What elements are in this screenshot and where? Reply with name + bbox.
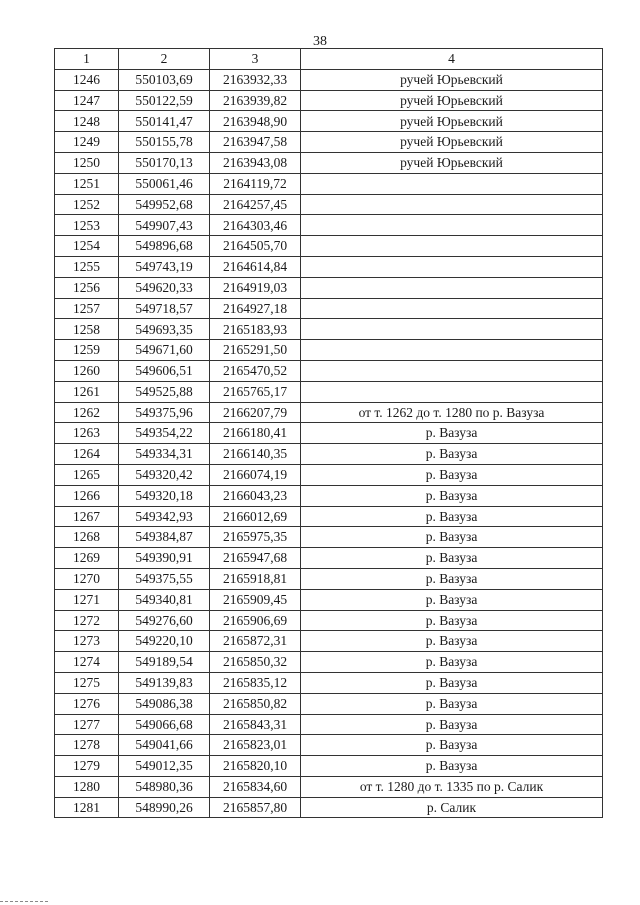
point-number-cell: 1280	[55, 776, 119, 797]
point-number-cell: 1275	[55, 672, 119, 693]
y-coordinate-cell: 2163943,08	[210, 152, 301, 173]
point-number-cell: 1250	[55, 152, 119, 173]
point-number-cell: 1281	[55, 797, 119, 818]
point-number-cell: 1271	[55, 589, 119, 610]
header-row	[55, 49, 603, 70]
x-coordinate-cell: 549620,33	[119, 277, 210, 298]
y-coordinate-cell: 2165470,52	[210, 360, 301, 381]
y-coordinate-cell: 2163939,82	[210, 90, 301, 111]
x-coordinate-cell: 550170,13	[119, 152, 210, 173]
description-cell: р. Вазуза	[301, 506, 603, 527]
description-cell	[301, 194, 603, 215]
description-cell: р. Вазуза	[301, 589, 603, 610]
point-number-cell: 1255	[55, 256, 119, 277]
point-number-cell: 1249	[55, 132, 119, 153]
description-cell: р. Вазуза	[301, 693, 603, 714]
y-coordinate-cell: 2165765,17	[210, 381, 301, 402]
x-coordinate-cell: 549334,31	[119, 444, 210, 465]
description-cell: р. Вазуза	[301, 610, 603, 631]
y-coordinate-cell: 2166140,35	[210, 444, 301, 465]
x-coordinate-cell: 549896,68	[119, 236, 210, 257]
y-coordinate-cell: 2165843,31	[210, 714, 301, 735]
description-cell: р. Вазуза	[301, 714, 603, 735]
point-number-cell: 1266	[55, 485, 119, 506]
y-coordinate-cell: 2165918,81	[210, 568, 301, 589]
y-coordinate-cell: 2165906,69	[210, 610, 301, 631]
point-number-cell: 1246	[55, 69, 119, 90]
x-coordinate-cell: 549012,35	[119, 756, 210, 777]
y-coordinate-cell: 2164614,84	[210, 256, 301, 277]
table-row	[55, 173, 603, 194]
description-cell: р. Вазуза	[301, 444, 603, 465]
x-coordinate-cell: 549743,19	[119, 256, 210, 277]
description-cell: р. Вазуза	[301, 568, 603, 589]
table-row	[55, 589, 603, 610]
point-number-cell: 1276	[55, 693, 119, 714]
description-cell	[301, 340, 603, 361]
table-row	[55, 360, 603, 381]
description-cell: р. Вазуза	[301, 756, 603, 777]
point-number-cell: 1272	[55, 610, 119, 631]
description-cell: р. Вазуза	[301, 652, 603, 673]
table-row	[55, 464, 603, 485]
point-number-cell: 1260	[55, 360, 119, 381]
y-coordinate-cell: 2165834,60	[210, 776, 301, 797]
table-row	[55, 756, 603, 777]
y-coordinate-cell: 2166207,79	[210, 402, 301, 423]
x-coordinate-cell: 549693,35	[119, 319, 210, 340]
table-row	[55, 444, 603, 465]
point-number-cell: 1254	[55, 236, 119, 257]
y-coordinate-cell: 2165183,93	[210, 319, 301, 340]
table-header	[55, 49, 603, 70]
description-cell: р. Вазуза	[301, 485, 603, 506]
x-coordinate-cell: 549041,66	[119, 735, 210, 756]
description-cell: ручей Юрьевский	[301, 90, 603, 111]
point-number-cell: 1265	[55, 464, 119, 485]
y-coordinate-cell: 2165823,01	[210, 735, 301, 756]
description-cell: р. Вазуза	[301, 464, 603, 485]
table-row	[55, 277, 603, 298]
table-row	[55, 776, 603, 797]
table-row	[55, 631, 603, 652]
table-body	[55, 69, 603, 818]
table-row	[55, 132, 603, 153]
header-point-number: 1	[55, 49, 119, 70]
page-number: 38	[313, 34, 327, 49]
table-row	[55, 672, 603, 693]
x-coordinate-cell: 548980,36	[119, 776, 210, 797]
point-number-cell: 1263	[55, 423, 119, 444]
table-row	[55, 506, 603, 527]
description-cell	[301, 298, 603, 319]
table-row	[55, 256, 603, 277]
point-number-cell: 1262	[55, 402, 119, 423]
x-coordinate-cell: 549189,54	[119, 652, 210, 673]
point-number-cell: 1270	[55, 568, 119, 589]
point-number-cell: 1248	[55, 111, 119, 132]
point-number-cell: 1252	[55, 194, 119, 215]
table-row	[55, 298, 603, 319]
table-row	[55, 610, 603, 631]
y-coordinate-cell: 2164257,45	[210, 194, 301, 215]
y-coordinate-cell: 2165850,82	[210, 693, 301, 714]
table-row	[55, 402, 603, 423]
y-coordinate-cell: 2165909,45	[210, 589, 301, 610]
table-row	[55, 568, 603, 589]
header-y-coordinate: 3	[210, 49, 301, 70]
table-row	[55, 90, 603, 111]
header-x-coordinate: 2	[119, 49, 210, 70]
description-cell: р. Вазуза	[301, 631, 603, 652]
description-cell	[301, 360, 603, 381]
description-cell: ручей Юрьевский	[301, 152, 603, 173]
y-coordinate-cell: 2166180,41	[210, 423, 301, 444]
x-coordinate-cell: 550155,78	[119, 132, 210, 153]
x-coordinate-cell: 549066,68	[119, 714, 210, 735]
point-number-cell: 1256	[55, 277, 119, 298]
y-coordinate-cell: 2164505,70	[210, 236, 301, 257]
x-coordinate-cell: 549390,91	[119, 548, 210, 569]
y-coordinate-cell: 2165857,80	[210, 797, 301, 818]
description-cell: ручей Юрьевский	[301, 111, 603, 132]
x-coordinate-cell: 549139,83	[119, 672, 210, 693]
x-coordinate-cell: 549384,87	[119, 527, 210, 548]
y-coordinate-cell: 2165850,32	[210, 652, 301, 673]
point-number-cell: 1277	[55, 714, 119, 735]
y-coordinate-cell: 2165975,35	[210, 527, 301, 548]
description-cell: р. Вазуза	[301, 672, 603, 693]
description-cell	[301, 381, 603, 402]
y-coordinate-cell: 2164927,18	[210, 298, 301, 319]
y-coordinate-cell: 2166043,23	[210, 485, 301, 506]
x-coordinate-cell: 549671,60	[119, 340, 210, 361]
point-number-cell: 1269	[55, 548, 119, 569]
description-cell: от т. 1280 до т. 1335 по р. Салик	[301, 776, 603, 797]
point-number-cell: 1279	[55, 756, 119, 777]
table-row	[55, 527, 603, 548]
point-number-cell: 1247	[55, 90, 119, 111]
coordinates-table	[54, 48, 603, 818]
y-coordinate-cell: 2166012,69	[210, 506, 301, 527]
description-cell: ручей Юрьевский	[301, 69, 603, 90]
x-coordinate-cell: 550061,46	[119, 173, 210, 194]
table-row	[55, 485, 603, 506]
x-coordinate-cell: 549340,81	[119, 589, 210, 610]
table-row	[55, 236, 603, 257]
point-number-cell: 1258	[55, 319, 119, 340]
x-coordinate-cell: 548990,26	[119, 797, 210, 818]
point-number-cell: 1273	[55, 631, 119, 652]
x-coordinate-cell: 549952,68	[119, 194, 210, 215]
x-coordinate-cell: 549276,60	[119, 610, 210, 631]
table-row	[55, 548, 603, 569]
table-row	[55, 340, 603, 361]
header-description: 4	[301, 49, 603, 70]
x-coordinate-cell: 549320,18	[119, 485, 210, 506]
x-coordinate-cell: 550103,69	[119, 69, 210, 90]
table-row	[55, 652, 603, 673]
description-cell: р. Вазуза	[301, 735, 603, 756]
x-coordinate-cell: 549375,96	[119, 402, 210, 423]
x-coordinate-cell: 549354,22	[119, 423, 210, 444]
point-number-cell: 1278	[55, 735, 119, 756]
table-row	[55, 152, 603, 173]
description-cell: р. Вазуза	[301, 527, 603, 548]
y-coordinate-cell: 2164919,03	[210, 277, 301, 298]
table-row	[55, 194, 603, 215]
x-coordinate-cell: 549086,38	[119, 693, 210, 714]
x-coordinate-cell: 550141,47	[119, 111, 210, 132]
scan-edge-mark	[0, 901, 48, 902]
table-row	[55, 797, 603, 818]
point-number-cell: 1274	[55, 652, 119, 673]
point-number-cell: 1268	[55, 527, 119, 548]
y-coordinate-cell: 2165947,68	[210, 548, 301, 569]
table-row	[55, 319, 603, 340]
table-row	[55, 693, 603, 714]
point-number-cell: 1267	[55, 506, 119, 527]
y-coordinate-cell: 2165835,12	[210, 672, 301, 693]
table-row	[55, 735, 603, 756]
table-row	[55, 423, 603, 444]
point-number-cell: 1261	[55, 381, 119, 402]
x-coordinate-cell: 549718,57	[119, 298, 210, 319]
y-coordinate-cell: 2164119,72	[210, 173, 301, 194]
x-coordinate-cell: 550122,59	[119, 90, 210, 111]
x-coordinate-cell: 549907,43	[119, 215, 210, 236]
y-coordinate-cell: 2165291,50	[210, 340, 301, 361]
table-row	[55, 215, 603, 236]
description-cell	[301, 319, 603, 340]
description-cell	[301, 277, 603, 298]
description-cell	[301, 256, 603, 277]
description-cell: р. Вазуза	[301, 548, 603, 569]
y-coordinate-cell: 2163932,33	[210, 69, 301, 90]
x-coordinate-cell: 549342,93	[119, 506, 210, 527]
point-number-cell: 1257	[55, 298, 119, 319]
point-number-cell: 1264	[55, 444, 119, 465]
y-coordinate-cell: 2165820,10	[210, 756, 301, 777]
description-cell: ручей Юрьевский	[301, 132, 603, 153]
table-row	[55, 111, 603, 132]
x-coordinate-cell: 549220,10	[119, 631, 210, 652]
y-coordinate-cell: 2164303,46	[210, 215, 301, 236]
x-coordinate-cell: 549320,42	[119, 464, 210, 485]
table-row	[55, 714, 603, 735]
x-coordinate-cell: 549525,88	[119, 381, 210, 402]
y-coordinate-cell: 2163947,58	[210, 132, 301, 153]
table-row	[55, 69, 603, 90]
x-coordinate-cell: 549375,55	[119, 568, 210, 589]
description-cell: р. Салик	[301, 797, 603, 818]
y-coordinate-cell: 2165872,31	[210, 631, 301, 652]
description-cell: р. Вазуза	[301, 423, 603, 444]
description-cell	[301, 215, 603, 236]
description-cell: от т. 1262 до т. 1280 по р. Вазуза	[301, 402, 603, 423]
table-row	[55, 381, 603, 402]
point-number-cell: 1251	[55, 173, 119, 194]
x-coordinate-cell: 549606,51	[119, 360, 210, 381]
y-coordinate-cell: 2166074,19	[210, 464, 301, 485]
description-cell	[301, 236, 603, 257]
point-number-cell: 1253	[55, 215, 119, 236]
y-coordinate-cell: 2163948,90	[210, 111, 301, 132]
point-number-cell: 1259	[55, 340, 119, 361]
description-cell	[301, 173, 603, 194]
